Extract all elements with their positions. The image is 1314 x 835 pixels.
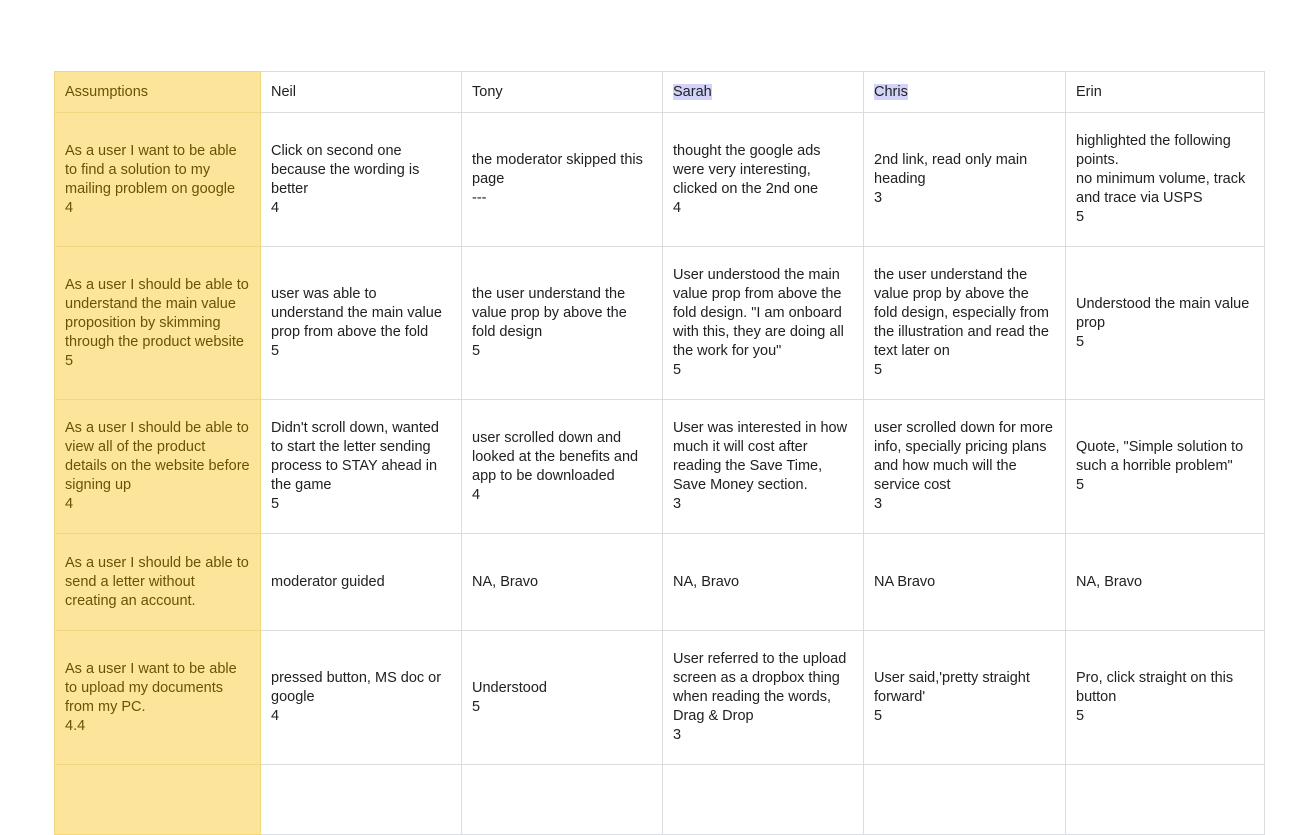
table-row (55, 247, 1265, 400)
table-cell[interactable] (1066, 765, 1265, 835)
header-cell-assumptions[interactable] (55, 72, 261, 113)
table-cell[interactable]: NA, Bravo (663, 534, 864, 631)
table-cell[interactable] (462, 765, 663, 835)
table-cell[interactable]: the moderator skipped this page --- (462, 113, 663, 247)
table-cell[interactable]: User referred to the upload screen as a dropbox thing when reading the words, Drag & Drop 3 (663, 631, 864, 765)
header-cell-chris[interactable] (864, 72, 1066, 113)
header-cell-sarah[interactable] (663, 72, 864, 113)
header-cell-erin[interactable] (1066, 72, 1265, 113)
header-label-sarah: Sarah (673, 83, 712, 100)
table-cell[interactable]: highlighted the following points. no minimum volume, track and trace via USPS 5 (1066, 113, 1265, 247)
table-cell[interactable]: thought the google ads were very interesting, clicked on the 2nd one 4 (663, 113, 864, 247)
header-label-tony: Tony (472, 83, 503, 100)
table-cell[interactable]: User understood the main value prop from above the fold design. "I am onboard with this, they are doing all the work for you" 5 (663, 247, 864, 400)
table-row (55, 534, 1265, 631)
table-cell[interactable]: the user understand the value prop by above the fold design, especially from the illustration and read the text later on 5 (864, 247, 1066, 400)
table-cell[interactable]: user scrolled down and looked at the benefits and app to be downloaded 4 (462, 400, 663, 534)
header-label-chris: Chris (874, 83, 908, 100)
table-cell[interactable]: Understood the main value prop 5 (1066, 247, 1265, 400)
table-cell[interactable]: user was able to understand the main value prop from above the fold 5 (261, 247, 462, 400)
table-row (55, 631, 1265, 765)
table-row (55, 400, 1265, 534)
table-cell[interactable]: user scrolled down for more info, specially pricing plans and how much will the service cost 3 (864, 400, 1066, 534)
table-cell[interactable]: the user understand the value prop by above the fold design 5 (462, 247, 663, 400)
header-label-erin: Erin (1076, 83, 1102, 100)
table-cell[interactable]: NA Bravo (864, 534, 1066, 631)
assumption-cell[interactable]: As a user I should be able to understand the main value proposition by skimming through the product website 5 (55, 247, 261, 400)
table-cell[interactable]: NA, Bravo (1066, 534, 1265, 631)
table-cell[interactable] (864, 765, 1066, 835)
table-cell[interactable]: Pro, click straight on this button 5 (1066, 631, 1265, 765)
table-cell[interactable]: moderator guided (261, 534, 462, 631)
table-cell[interactable]: pressed button, MS doc or google 4 (261, 631, 462, 765)
assumption-cell[interactable]: As a user I want to be able to find a solution to my mailing problem on google 4 (55, 113, 261, 247)
header-label-assumptions: Assumptions (65, 83, 149, 100)
table-cell[interactable] (261, 765, 462, 835)
research-table (54, 71, 1265, 835)
table-cell[interactable]: User was interested in how much it will cost after reading the Save Time, Save Money section. 3 (663, 400, 864, 534)
assumption-cell[interactable] (55, 765, 261, 835)
table-cell[interactable]: User said,'pretty straight forward' 5 (864, 631, 1066, 765)
header-cell-tony[interactable] (462, 72, 663, 113)
table-row (55, 113, 1265, 247)
assumption-cell[interactable]: As a user I should be able to view all of the product details on the website before signing up 4 (55, 400, 261, 534)
table-cell[interactable]: Understood 5 (462, 631, 663, 765)
table-cell[interactable]: Didn't scroll down, wanted to start the letter sending process to STAY ahead in the game 5 (261, 400, 462, 534)
table-cell[interactable]: Quote, "Simple solution to such a horrible problem" 5 (1066, 400, 1265, 534)
table-cell[interactable]: NA, Bravo (462, 534, 663, 631)
table-cell[interactable] (663, 765, 864, 835)
header-row (55, 72, 1265, 113)
table-row-empty (55, 765, 1265, 835)
header-cell-neil[interactable] (261, 72, 462, 113)
table-cell[interactable]: Click on second one because the wording is better 4 (261, 113, 462, 247)
table-cell[interactable]: 2nd link, read only main heading 3 (864, 113, 1066, 247)
header-label-neil: Neil (271, 83, 296, 100)
assumption-cell[interactable]: As a user I should be able to send a letter without creating an account. (55, 534, 261, 631)
assumption-cell[interactable]: As a user I want to be able to upload my documents from my PC. 4.4 (55, 631, 261, 765)
